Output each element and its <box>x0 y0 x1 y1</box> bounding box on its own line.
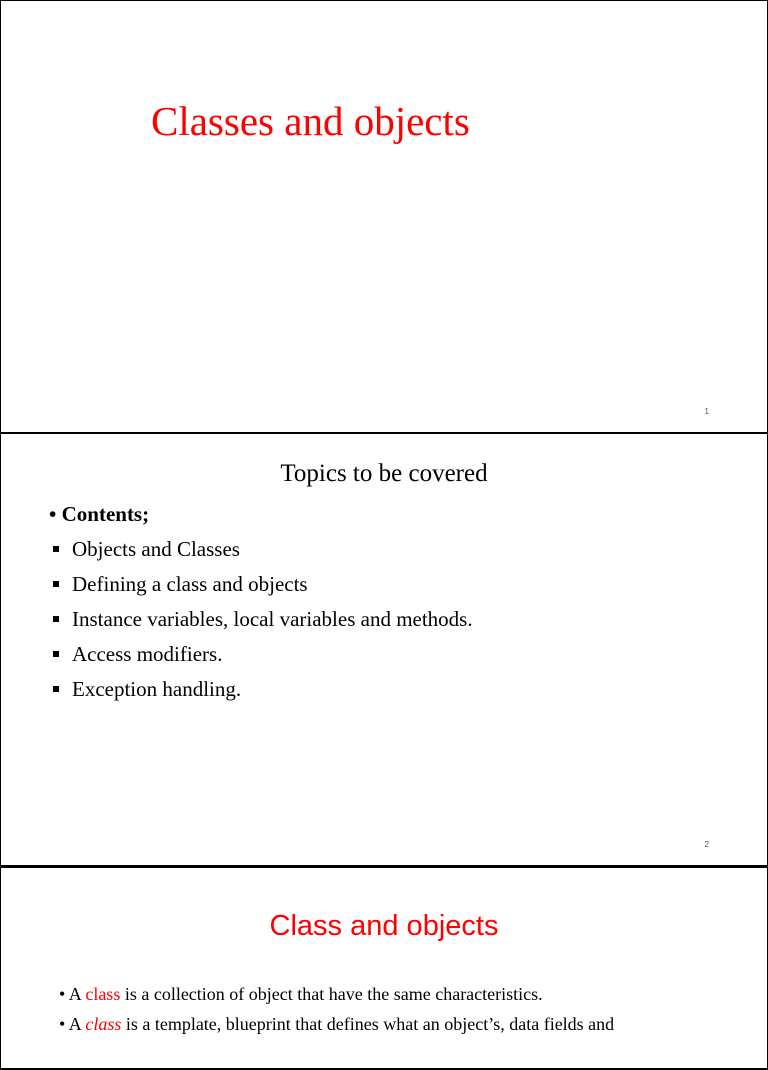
square-bullet-icon <box>53 546 59 552</box>
slide-title: Class and objects <box>269 910 499 942</box>
bullet: • A class is a collection of object that have the same characteristics. <box>59 984 543 1004</box>
topics-list <box>53 536 473 711</box>
list-item: Defining a class and objects <box>53 571 473 606</box>
square-bullet-icon <box>53 616 59 622</box>
square-bullet-icon <box>53 651 59 657</box>
bullet: • A class is a template, blueprint that defines what an object’s, data fields and <box>59 1014 615 1034</box>
contents-label: • Contents; <box>49 502 150 526</box>
list-item: Exception handling. <box>53 676 473 711</box>
slide-1 <box>0 0 768 434</box>
page-number: 1 <box>704 407 709 416</box>
slide-title: Classes and objects <box>151 98 470 144</box>
square-bullet-icon <box>53 581 59 587</box>
list-item: Objects and Classes <box>53 536 473 571</box>
slide-3 <box>0 866 768 1070</box>
list-item: Access modifiers. <box>53 641 473 676</box>
slide-title: Topics to be covered <box>280 460 488 487</box>
list-item: Instance variables, local variables and methods. <box>53 606 473 641</box>
square-bullet-icon <box>53 686 59 692</box>
page-number: 2 <box>704 840 709 849</box>
slide-2 <box>0 433 768 867</box>
